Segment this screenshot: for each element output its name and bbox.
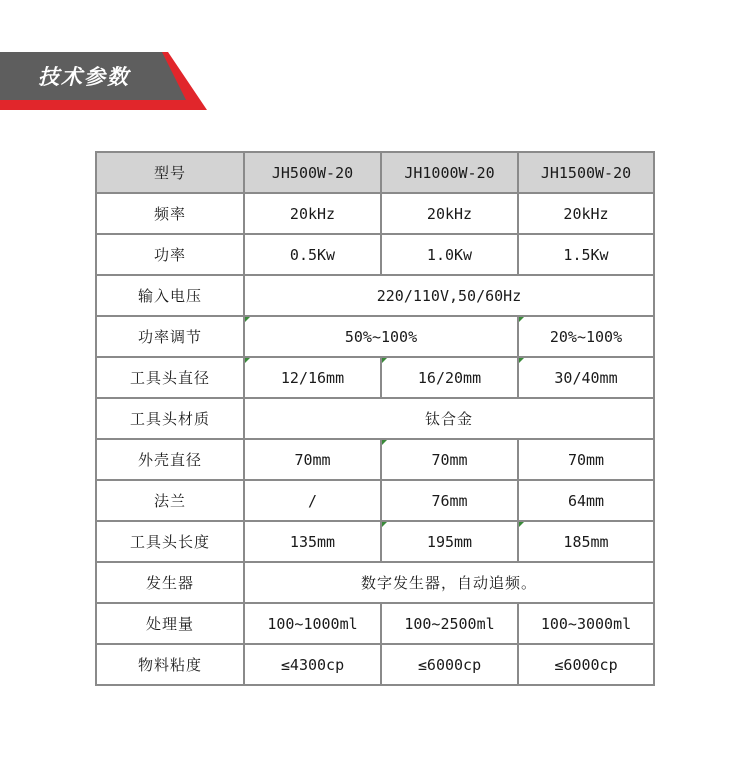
value-cell: 70mm: [381, 439, 518, 480]
row-label: 法兰: [96, 480, 244, 521]
row-label: 外壳直径: [96, 439, 244, 480]
value-cell: 1.0Kw: [381, 234, 518, 275]
row-label: 工具头直径: [96, 357, 244, 398]
model-cell: JH1500W-20: [518, 152, 654, 193]
section-title: 技术参数: [38, 65, 130, 89]
value-cell: 76mm: [381, 480, 518, 521]
row-label: 工具头长度: [96, 521, 244, 562]
value-cell: 16/20mm: [381, 357, 518, 398]
table-header-row: [96, 152, 654, 193]
value-cell: 220/110V,50/60Hz: [244, 275, 654, 316]
table-row: [96, 521, 654, 562]
value-cell: 70mm: [518, 439, 654, 480]
value-cell: 185mm: [518, 521, 654, 562]
table-row: [96, 398, 654, 439]
table-row: [96, 644, 654, 685]
value-cell: 20kHz: [518, 193, 654, 234]
value-cell: 50%~100%: [244, 316, 518, 357]
value-cell: 70mm: [244, 439, 381, 480]
table-row: [96, 603, 654, 644]
row-label: 输入电压: [96, 275, 244, 316]
table-row: [96, 234, 654, 275]
value-cell: 1.5Kw: [518, 234, 654, 275]
table-row: [96, 357, 654, 398]
table-row: [96, 316, 654, 357]
value-cell: 100~2500ml: [381, 603, 518, 644]
table-row: [96, 480, 654, 521]
row-label: 频率: [96, 193, 244, 234]
value-cell: 195mm: [381, 521, 518, 562]
model-cell: JH500W-20: [244, 152, 381, 193]
row-label: 功率调节: [96, 316, 244, 357]
value-cell: ≤4300cp: [244, 644, 381, 685]
table-row: [96, 562, 654, 603]
value-cell: 30/40mm: [518, 357, 654, 398]
value-cell: 12/16mm: [244, 357, 381, 398]
row-label: 物料粘度: [96, 644, 244, 685]
section-banner: [0, 52, 215, 114]
value-cell: 数字发生器，自动追频。: [244, 562, 654, 603]
row-label: 功率: [96, 234, 244, 275]
value-cell: 20kHz: [244, 193, 381, 234]
table-row: [96, 439, 654, 480]
row-label: 发生器: [96, 562, 244, 603]
value-cell: 20kHz: [381, 193, 518, 234]
table-row: [96, 193, 654, 234]
value-cell: /: [244, 480, 381, 521]
row-label: 处理量: [96, 603, 244, 644]
model-cell: JH1000W-20: [381, 152, 518, 193]
value-cell: ≤6000cp: [518, 644, 654, 685]
value-cell: 20%~100%: [518, 316, 654, 357]
value-cell: ≤6000cp: [381, 644, 518, 685]
row-label: 工具头材质: [96, 398, 244, 439]
spec-table: [95, 151, 655, 686]
table-row: [96, 275, 654, 316]
value-cell: 100~3000ml: [518, 603, 654, 644]
value-cell: 0.5Kw: [244, 234, 381, 275]
value-cell: 100~1000ml: [244, 603, 381, 644]
value-cell: 135mm: [244, 521, 381, 562]
header-label: 型号: [96, 152, 244, 193]
value-cell: 钛合金: [244, 398, 654, 439]
value-cell: 64mm: [518, 480, 654, 521]
